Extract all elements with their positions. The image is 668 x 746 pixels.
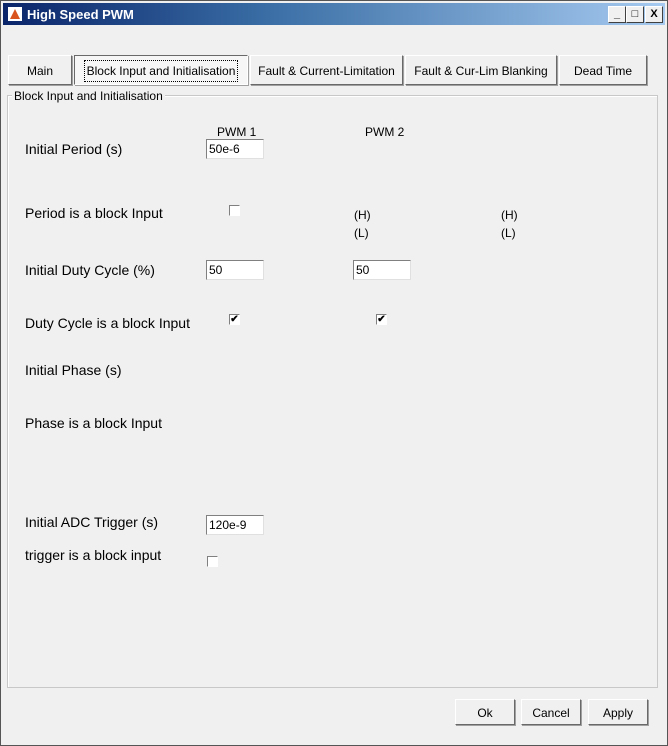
pwm2-l-label: (L) — [354, 226, 369, 240]
matlab-icon — [8, 7, 22, 21]
initial-phase-label: Initial Phase (s) — [25, 362, 122, 378]
pwm2-header: PWM 2 — [365, 125, 405, 139]
maximize-button[interactable]: □ — [626, 6, 644, 23]
window-title: High Speed PWM — [27, 7, 134, 22]
initial-duty-label: Initial Duty Cycle (%) — [25, 262, 155, 278]
tab-fault-cur-lim-blanking[interactable] — [405, 55, 557, 85]
block-input-group — [7, 95, 658, 688]
period-input-label: Period is a block Input — [25, 205, 163, 221]
tab-label: Fault & Cur-Lim Blanking — [414, 64, 548, 78]
duty-input-pwm2-checkbox[interactable]: ✔ — [377, 314, 386, 325]
period-input-pwm1-checkbox[interactable] — [229, 205, 240, 216]
tab-fault-current-limitation[interactable] — [250, 55, 403, 85]
group-title: Block Input and Initialisation — [14, 89, 163, 103]
tab-dead-time[interactable] — [559, 55, 647, 85]
ok-button[interactable]: Ok — [455, 699, 515, 725]
duty-input-label: Duty Cycle is a block Input — [25, 315, 190, 331]
initial-period-label: Initial Period (s) — [25, 141, 123, 157]
trigger-input-label: trigger is a block input — [25, 547, 162, 563]
tab-block-input[interactable] — [74, 55, 248, 85]
tab-main[interactable] — [8, 55, 72, 85]
trigger-input-checkbox[interactable] — [207, 556, 218, 567]
duty-input-pwm1-checkbox[interactable]: ✔ — [230, 314, 239, 325]
initial-duty-pwm1-input[interactable]: 50 — [206, 260, 264, 280]
pwm3-l-label: (L) — [501, 226, 516, 240]
pwm2-h-label: (H) — [354, 208, 371, 222]
close-button[interactable]: X — [645, 6, 663, 23]
title-bar — [3, 3, 665, 25]
initial-adc-input[interactable]: 120e-9 — [206, 515, 264, 535]
tab-label: Dead Time — [573, 64, 633, 78]
pwm3-h-label: (H) — [501, 208, 518, 222]
apply-button[interactable]: Apply — [588, 699, 648, 725]
minimize-button[interactable]: _ — [608, 6, 626, 23]
tab-label: Block Input and Initialisation — [85, 61, 238, 81]
initial-period-pwm1-input[interactable]: 50e-6 — [206, 139, 264, 159]
initial-adc-label: Initial ADC Trigger (s) — [25, 514, 159, 530]
tab-label: Fault & Current-Limitation — [258, 64, 395, 78]
initial-duty-pwm2-input[interactable]: 50 — [353, 260, 411, 280]
tab-label: Main — [26, 64, 53, 78]
cancel-button[interactable]: Cancel — [521, 699, 581, 725]
pwm1-header: PWM 1 — [217, 125, 257, 139]
phase-input-label: Phase is a block Input — [25, 415, 162, 431]
